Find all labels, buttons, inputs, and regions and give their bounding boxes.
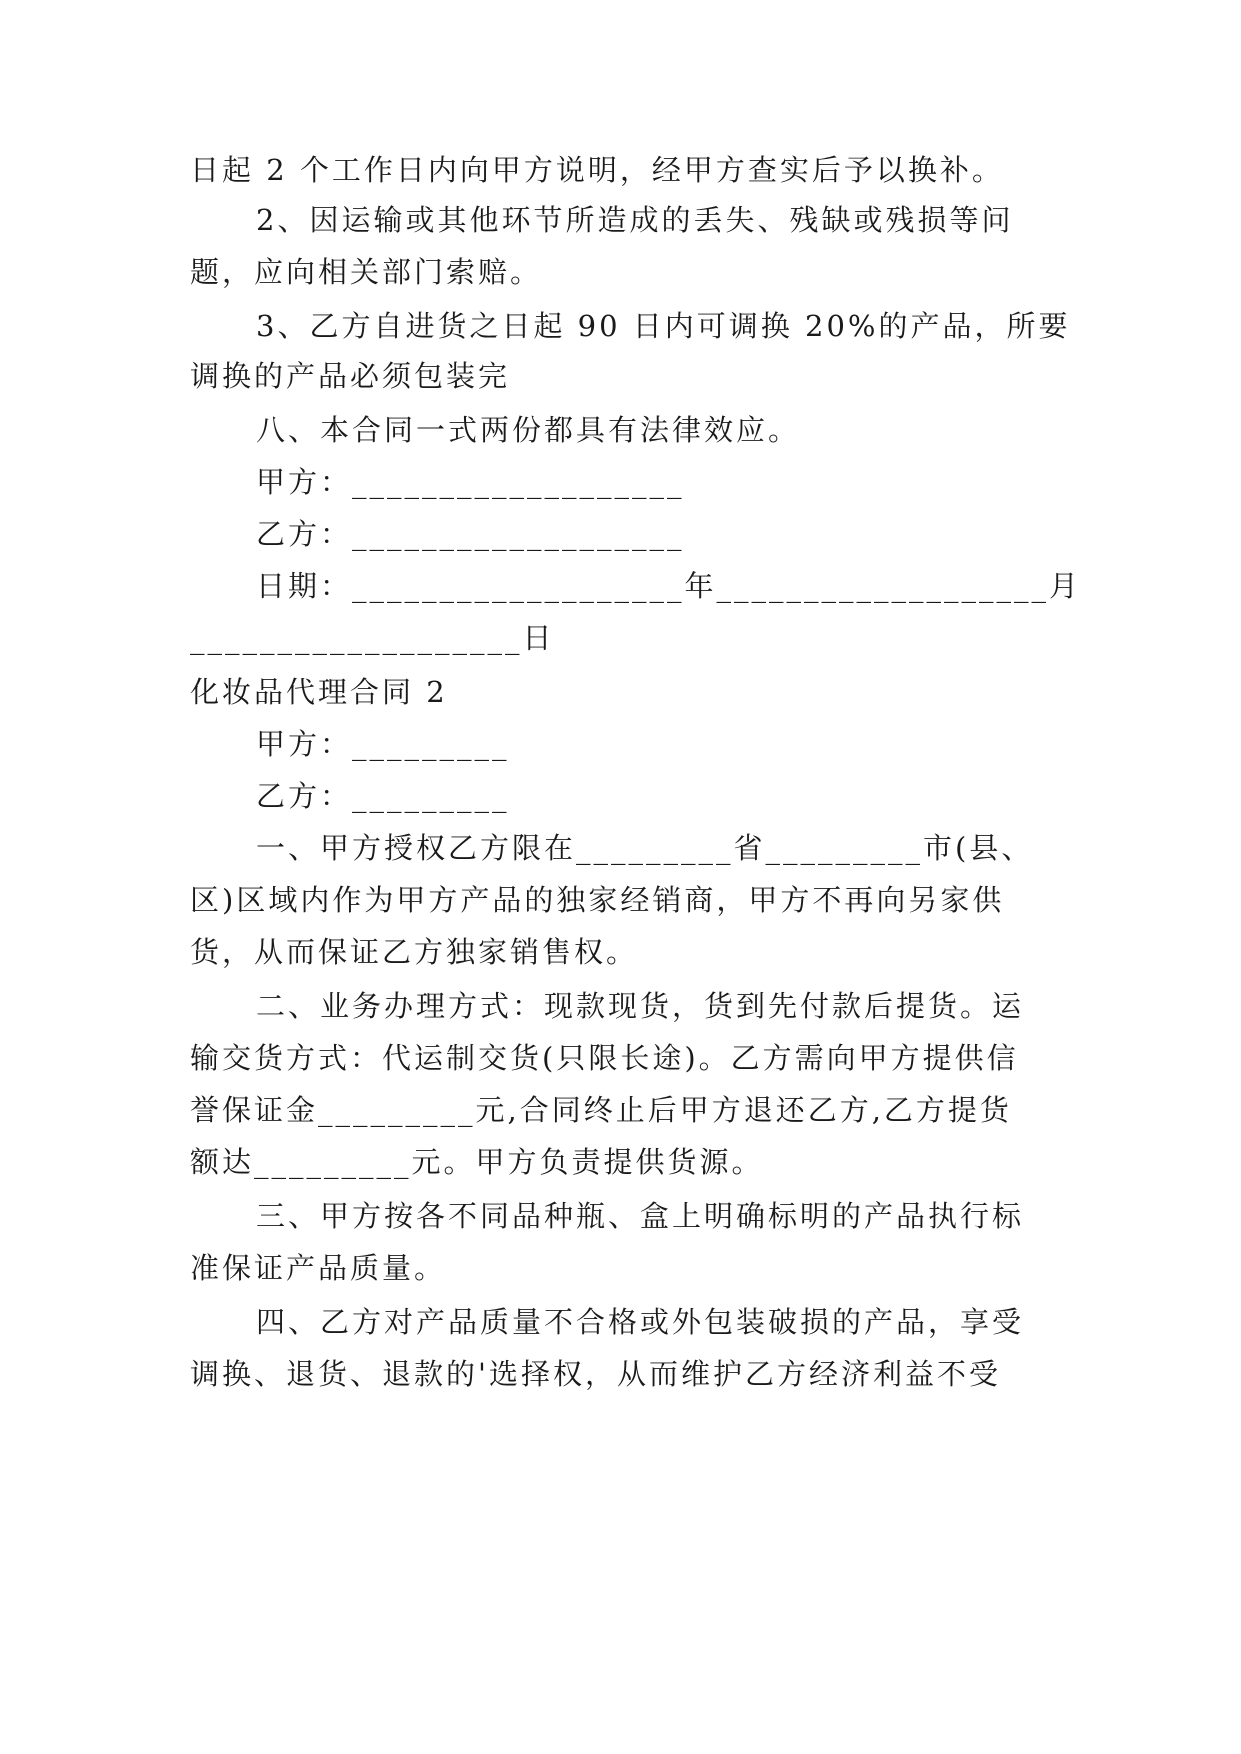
paragraph-line: 一、甲方授权乙方限在_________省_________市(县、 xyxy=(256,831,1034,865)
paragraph-line: 额达_________元。甲方负责提供货源。 xyxy=(190,1145,764,1179)
section-title: 化妆品代理合同 2 xyxy=(190,675,448,709)
paragraph-line: 四、乙方对产品质量不合格或外包装破损的产品，享受 xyxy=(256,1305,1025,1339)
paragraph-line: 3、乙方自进货之日起 90 日内可调换 20%的产品，所要 xyxy=(256,309,1071,343)
paragraph-line: 调换、退货、退款的'选择权，从而维护乙方经济利益不受 xyxy=(190,1357,1001,1391)
paragraph-line: 输交货方式：代运制交货(只限长途)。乙方需向甲方提供信 xyxy=(190,1041,1019,1075)
paragraph-line: 区)区域内作为甲方产品的独家经销商，甲方不再向另家供 xyxy=(190,883,1005,917)
paragraph-line: 货，从而保证乙方独家销售权。 xyxy=(190,935,639,969)
paragraph-line: 调换的产品必须包装完 xyxy=(190,359,511,393)
paragraph-line: 三、甲方按各不同品种瓶、盒上明确标明的产品执行标 xyxy=(256,1199,1025,1233)
date-line-continued: ___________________日 xyxy=(190,621,555,655)
signature-line-party-a: 甲方：___________________ xyxy=(256,465,685,499)
paragraph-line: 誉保证金_________元,合同终止后甲方退还乙方,乙方提货 xyxy=(190,1093,1012,1127)
date-line: 日期：___________________年___________________月 xyxy=(256,569,1082,603)
paragraph-line: 日起 2 个工作日内向甲方说明，经甲方查实后予以换补。 xyxy=(190,153,1004,187)
paragraph-line: 2、因运输或其他环节所造成的丢失、残缺或残损等问 xyxy=(256,203,1014,237)
paragraph-line: 八、本合同一式两份都具有法律效应。 xyxy=(256,413,801,447)
paragraph-line: 准保证产品质量。 xyxy=(190,1251,447,1285)
paragraph-line: 题，应向相关部门索赔。 xyxy=(190,255,543,289)
party-a-line: 甲方：_________ xyxy=(256,727,510,761)
signature-line-party-b: 乙方：___________________ xyxy=(256,517,685,551)
party-b-line: 乙方：_________ xyxy=(256,779,510,813)
paragraph-line: 二、业务办理方式：现款现货，货到先付款后提货。运 xyxy=(256,989,1025,1023)
